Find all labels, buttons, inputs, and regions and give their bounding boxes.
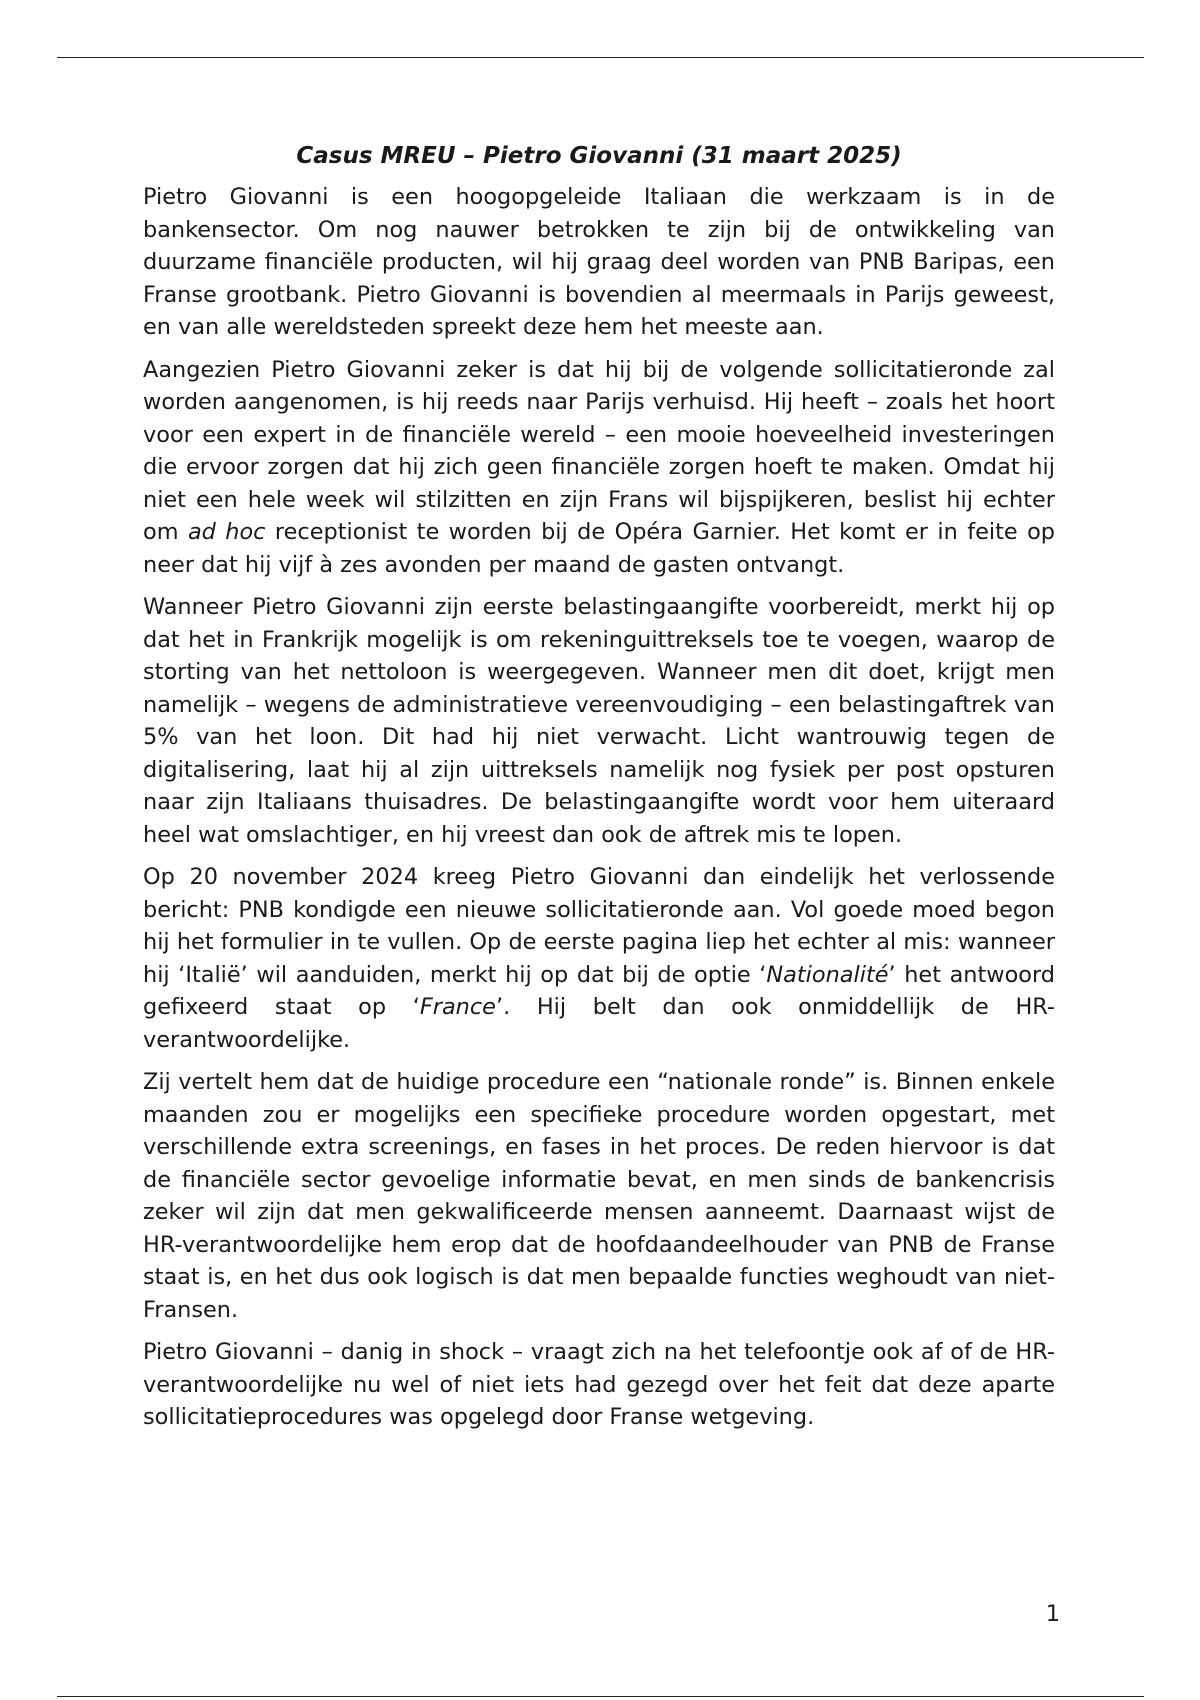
paragraph-4 xyxy=(143,861,1055,1056)
paragraph-3 xyxy=(143,591,1055,851)
paragraph-text: Pietro Giovanni is een hoogopgeleide Italiaan die werkzaam is in de bankensector. Om nog nauwer betrokken te zijn bij de ontwikkeling van duurzame financiële producten, wil hij graag deel worden van PNB Baripas, een Franse grootbank. Pietro Giovanni is bovendien al meermaals in Parijs geweest, en van alle wereldsteden spreekt deze hem het meeste aan. xyxy=(143,184,1055,340)
page-number: 1 xyxy=(1045,1601,1060,1627)
footer-rule xyxy=(57,1696,1144,1697)
paragraph-text: Zij vertelt hem dat de huidige procedure een “nationale ronde” is. Binnen enkele maanden zou er mogelijks een specifieke procedure worden opgestart, met verschillende extra screenings, en fases in het proces. De reden hiervoor is dat de financiële sector gevoelige informatie bevat, en men sinds de bankencrisis zeker wil zijn dat men gekwalificeerde mensen aanneemt. Daarnaast wijst de HR-verantwoordelijke hem erop dat de hoofdaandeelhouder van PNB de Franse staat is, en het dus ook logisch is dat men bepaalde functies weghoudt van niet-Fransen. xyxy=(143,1069,1055,1323)
paragraph-text: Wanneer Pietro Giovanni zijn eerste belastingaangifte voorbereidt, merkt hij op dat het in Frankrijk mogelijk is om rekeninguittreksels toe te voegen, waarop de storting van het nettoloon is weergegeven. Wanneer men dit doet, krijgt men namelijk – wegens de administratieve vereenvoudiging – een belastingaftrek van 5% van het loon. Dit had hij niet verwacht. Licht wantrouwig tegen de digitalisering, laat hij al zijn uittreksels namelijk nog fysiek per post opsturen naar zijn Italiaans thuisadres. De belastingaangifte wordt voor hem uiteraard heel wat omslachtiger, en hij vreest dan ook de aftrek mis te lopen. xyxy=(143,594,1055,848)
paragraph-text: Op 20 november 2024 kreeg Pietro Giovanni dan eindelijk het verlossende bericht: PNB kondigde een nieuwe sollicitatieronde aan. Vol goede moed begon hij het formulier in te vullen. Op de eerste pagina liep het echter al mis: wanneer hij ‘Italië’ wil aanduiden, merkt hij op dat bij de optie ‘ xyxy=(143,864,1055,988)
paragraph-text: Aangezien Pietro Giovanni zeker is dat hij bij de volgende sollicitatieronde zal worden aangenomen, is hij reeds naar Parijs verhuisd. Hij heeft – zoals het hoort voor een expert in de financiële wereld – een mooie hoeveelheid investeringen die ervoor zorgen dat hij zich geen financiële zorgen hoeft te maken. Omdat hij niet een hele week wil stilzitten en zijn Frans wil bijspijkeren, beslist hij echter om xyxy=(143,356,1055,545)
paragraph-text: ’. Hij belt dan ook onmiddellijk de HR-verantwoordelijke. xyxy=(143,994,1056,1053)
paragraph-1 xyxy=(143,181,1055,344)
header-rule xyxy=(57,57,1144,58)
document-body xyxy=(143,140,1055,1444)
paragraph-5 xyxy=(143,1066,1055,1326)
italic-term: France xyxy=(419,994,496,1020)
italic-term: Nationalité xyxy=(766,961,889,988)
document-title: Casus MREU – Pietro Giovanni (31 maart 2025) xyxy=(296,143,902,169)
paragraph-text: ’ het antwoord gefixeerd staat op ‘ xyxy=(143,961,1056,1020)
paragraph-text: Pietro Giovanni – danig in shock – vraagt zich na het telefoontje ook af of de HR-verantwoordelijke nu wel of niet iets had gezegd over het feit dat deze aparte sollicitatieprocedures was opgelegd door Franse wetgeving. xyxy=(143,1339,1055,1430)
paragraph-6 xyxy=(143,1336,1055,1434)
italic-term: ad hoc xyxy=(187,519,266,545)
paragraph-text: receptionist te worden bij de Opéra Garnier. Het komt er in feite op neer dat hij vijf à zes avonden per maand de gasten ontvangt. xyxy=(143,519,1055,578)
paragraph-2 xyxy=(143,354,1055,582)
